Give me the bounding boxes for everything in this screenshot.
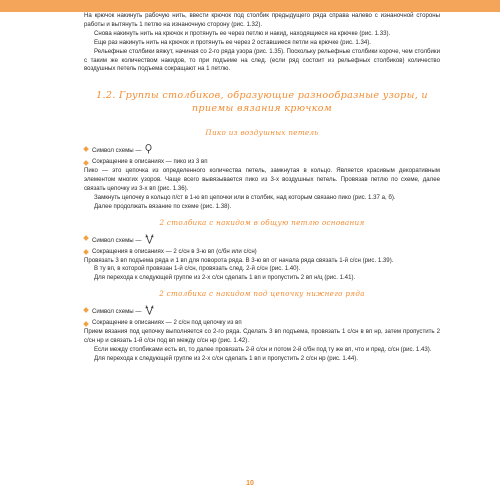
page-content — [84, 12, 440, 364]
chain-lower-paragraph-2: Если между столбиками есть вп, то далее провязать 2-й с/сн и потом 2-й с/бн под ту же вп, что и пред. с/сн (рис. 1.43). — [94, 345, 432, 353]
intro-paragraph-1: На крючок накинуть рабочую нить, ввести крючок под столбик предыдущего ряда справа налево с изнаночной стороны работы и вытянуть 1 петлю на изнаночную сторону (рис. 1.32). — [84, 12, 440, 28]
chain-lower-paragraph-3: Для перехода к следующей группе из 2-х с/сн сделать 1 вп и пропустить 2 с/сн нр (рис. 1.44). — [94, 354, 359, 362]
chain-lower-heading: 2 столбика с накидом под цепочку нижнего ряда — [159, 289, 365, 299]
page-number: 10 — [246, 480, 254, 487]
section-title: 1.2. Группы столбиков, образующие разнообразные узоры, и приемы вязания крючком — [96, 90, 428, 115]
chain-lower-abbreviation: Сокращение в описаниях — 2 с/сн под цепочку из вп — [84, 319, 440, 328]
intro-paragraph-3: Еще раз накинуть нить на крючок и протянуть ее через 2 оставшиеся петли на крючке (рис. 1.34). — [94, 38, 371, 46]
chain-lower-paragraph-1: Прием вязания под цепочку выполняется со 2-го ряда. Сделать 3 вп подъема, провязать 1 с/сн в вп нр, затем пропустить 2 с/сн нр и связать 1-й с/сн под вп между с/сн нр (рис. 1.42). — [84, 328, 440, 344]
picot-symbol-label: Символ схемы — — [92, 147, 142, 155]
picot-heading: Пико из воздушных петель — [205, 128, 319, 138]
picot-paragraph-2: Замкнуть цепочку в кольцо п/ст в 1-ю вп цепочки или в столбик, над которым связано пико (рис. 1.37 а, б). — [94, 193, 396, 201]
common-loop-paragraph-2: В ту вп, в которой провязан 1-й с/сн, провязать след. 2-й с/сн (рис. 1.40). — [94, 265, 301, 273]
v-stitch-icon — [145, 305, 154, 319]
picot-abbreviation: Сокращение в описаниях — пико из 3 вп — [84, 158, 440, 167]
common-loop-heading: 2 столбика с накидом в общую петлю основания — [159, 217, 365, 227]
chain-lower-symbol-line — [84, 305, 440, 319]
chain-lower-symbol-label: Символ схемы — — [92, 308, 142, 316]
common-loop-symbol-label: Символ схемы — — [92, 236, 142, 244]
common-loop-abbreviation: Сокращения в описаниях — 2 с/сн в 3-ю вп (с/бн или с/сн) — [84, 248, 440, 257]
intro-paragraph-4: Рельефные столбики вяжут, начиная со 2-го ряда узора (рис. 1.35). Поскольку рельефные столбики короче, чем столбики с таким же количеством накидов, то при подъеме на след. (если ряд состоит из рельефных столбиков) количество воздушных петель подъема сокращают на 1 петлю. — [84, 47, 440, 73]
common-loop-paragraph-3: Для перехода к следующей группе из 2-х с/сн сделать 1 вп и пропустить 2 вп н/ц (рис. 1.41). — [94, 274, 356, 282]
picot-paragraph-1: Пико — это цепочка из определенного количества петель, замкнутая в кольцо. Является красивым декоративным элементом многих узоров. Чаще всего вывязывается пико из 3-х воздушных петель. Провязав петлю по схеме, далее связать цепочку из 3-х вп (рис. 1.36). — [84, 167, 440, 192]
picot-symbol-line — [84, 144, 440, 158]
picot-loop-icon — [145, 144, 152, 158]
top-color-bar — [0, 0, 500, 12]
common-loop-paragraph-1: Провязать 3 вп подъема ряда и 1 вп для поворота ряда. В 3-ю вп от начала ряда связать 1-й с/сн (рис. 1.39). — [84, 256, 394, 264]
picot-paragraph-3: Далее продолжать вязание по схеме (рис. 1.38). — [94, 202, 232, 210]
intro-paragraph-2: Снова накинуть нить на крючок и протянуть ее через петлю и накид, находящиеся на крючке (рис. 1.33). — [94, 29, 391, 37]
v-stitch-icon — [145, 234, 154, 248]
common-loop-symbol-line — [84, 234, 440, 248]
